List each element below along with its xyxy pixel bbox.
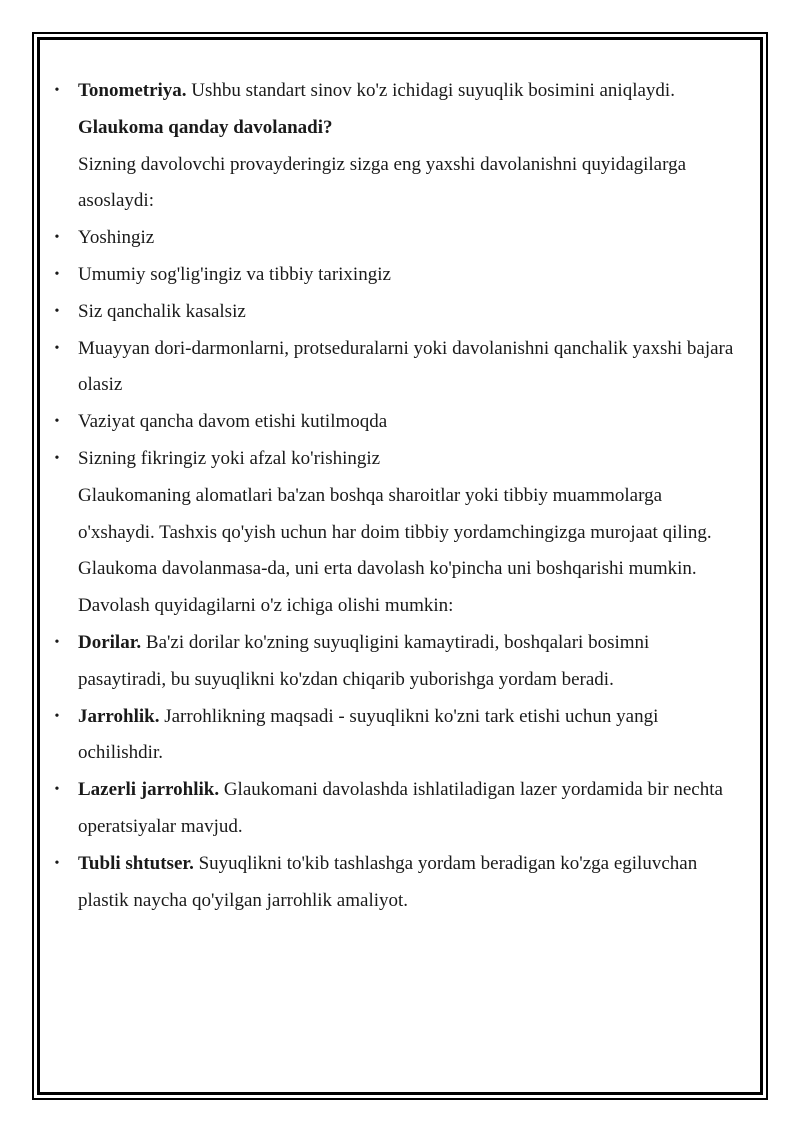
paragraph: Sizning davolovchi provayderingiz sizga eng yaxshi davolanishni quyidagilarga asoslaydi: [78,153,687,212]
list-item: • Siz qanchalik kasalsiz [52,294,742,331]
list-item: • Vaziyat qancha davom etishi kutilmoqda [52,404,742,441]
document-body [52,73,742,919]
list-item: • Tubli shtutser. Suyuqlikni to'kib tashlashga yordam beradigan ko'zga egiluvchan plastik naycha qo'yilgan jarrohlik amaliyot. [52,846,742,920]
bullet-icon: • [54,855,60,871]
bullet-icon: • [54,230,60,246]
bullet-icon: • [54,450,60,466]
list-item: • Dorilar. Ba'zi dorilar ko'zning suyuqligini kamaytiradi, boshqalari bosimni pasaytiradi, bu suyuqlikni ko'zdan chiqarib yuborishga yordam beradi. [52,625,742,699]
list-item: • Umumiy sog'lig'ingiz va tibbiy tarixingiz [52,257,742,294]
section-heading: Glaukoma qanday davolanadi? [78,116,333,138]
bullet-icon: • [54,83,60,98]
list-item: • Yoshingiz [52,220,742,257]
paragraph: Glaukoma davolanmasa-da, uni erta davolash ko'pincha uni boshqarishi mumkin. Davolash quyidagilarni o'z ichiga olishi mumkin: [78,558,697,617]
list-item: • Muayyan dori-darmonlarni, protseduralarni yoki davolanishni qanchalik yaxshi bajara olasiz [52,331,742,405]
list-item: • Sizning fikringiz yoki afzal ko'rishingiz [52,441,742,478]
bullet-icon: • [54,634,60,650]
bullet-icon: • [54,782,60,798]
bullet-icon: • [54,303,60,319]
paragraph: Glaukomaning alomatlari ba'zan boshqa sharoitlar yoki tibbiy muammolarga o'xshaydi. Tashxis qo'yish uchun har doim tibbiy yordamchingizga murojaat qiling. [78,484,712,543]
list-item: • Jarrohlik. Jarrohlikning maqsadi - suyuqlikni ko'zni tark etishi uchun yangi ochilishdir. [52,699,742,773]
list-item: • Lazerli jarrohlik. Glaukomani davolashda ishlatiladigan lazer yordamida bir nechta operatsiyalar mavjud. [52,772,742,846]
list-item: • Tonometriya. Ushbu standart sinov ko'z ichidagi suyuqlik bosimini aniqlaydi. [52,73,742,110]
bullet-icon: • [54,266,60,282]
bullet-icon: • [54,708,60,724]
bullet-icon: • [54,340,60,356]
bullet-icon: • [54,414,60,430]
